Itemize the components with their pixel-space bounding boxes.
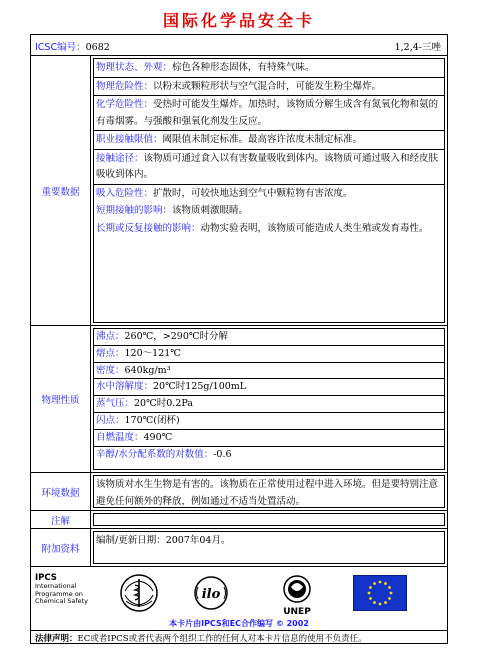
- important-item-value: 受热时可能发生爆炸。加热时，该物质分解生成含有氮氧化物和氨的有毒烟雾。与强酸和强氧化剂发生反应。: [96, 99, 439, 127]
- logos-section: [31, 567, 447, 631]
- important-item-value: 该物质刺激眼睛。: [172, 205, 249, 216]
- ilo-emblem-icon: [193, 573, 229, 613]
- physical-properties-label: 物理性质: [31, 326, 91, 472]
- property-key: 水中溶解度：: [96, 381, 154, 393]
- important-item-key: 职业接触限值：: [96, 134, 163, 145]
- ipcs-credit: 本卡片由IPCS和EC合作编写 © 2002: [169, 619, 309, 628]
- header-row: [31, 35, 447, 56]
- property-key: 辛醇/水分配系数的对数值：: [96, 448, 214, 460]
- important-item: [94, 59, 444, 78]
- environment-label: 环境数据: [31, 473, 91, 510]
- important-item-key: 短期接触的影响：: [96, 205, 173, 216]
- eu-star-icon: [379, 603, 382, 606]
- important-item: [94, 78, 444, 97]
- important-data-section: [31, 56, 447, 326]
- property-key: 沸点：: [96, 331, 125, 342]
- notes-label: 注解: [31, 511, 91, 528]
- property-key: 自燃温度：: [96, 431, 144, 443]
- important-data-list: [93, 58, 445, 323]
- legal-section: [31, 631, 447, 645]
- unep-label: UNEP: [283, 607, 311, 617]
- property-value: 640kg/m³: [124, 364, 171, 376]
- important-item: [94, 131, 444, 150]
- eu-star-icon: [373, 601, 376, 604]
- ipcs-line-1: International: [35, 582, 77, 590]
- important-item-value: 以粉末或颗粒形状与空气混合时，可能发生粉尘爆炸。: [153, 80, 382, 92]
- property-row: [94, 379, 444, 396]
- important-item-key: 吸入危险性：: [96, 187, 154, 199]
- icsc-label: ICSC编号：: [35, 42, 86, 53]
- important-item: [94, 202, 444, 220]
- property-value: 20℃时125g/100mL: [153, 381, 247, 393]
- environment-section: [31, 473, 447, 511]
- icsc-number: 0682: [85, 42, 110, 53]
- important-item-key: 长期或反复接触的影响：: [96, 222, 201, 234]
- property-value: 170℃(闭杯): [124, 414, 180, 426]
- eu-star-icon: [369, 597, 372, 600]
- important-item-key: 物理危险性：: [96, 80, 154, 92]
- additional-text: 编制/更新日期：2007年04月。: [96, 535, 231, 546]
- additional-label: 附加资料: [31, 529, 91, 566]
- important-item-value: 扩散时，可较快地达到空气中颗粒物有害浓度。: [153, 187, 353, 199]
- legal-label: 法律声明：: [35, 634, 78, 644]
- property-row: [94, 396, 444, 413]
- property-row: [94, 329, 444, 346]
- property-row: [94, 363, 444, 380]
- physical-properties-list: [93, 328, 445, 470]
- notes-text: [94, 514, 444, 515]
- ipcs-line-2: Programme on: [35, 589, 83, 598]
- property-value: 260℃，>290℃时分解: [124, 331, 228, 342]
- property-value: 490℃: [143, 431, 173, 443]
- ipcs-line-3: Chemical Safety: [35, 597, 89, 605]
- important-item-key: 物理状态、外观：: [96, 62, 173, 73]
- eu-star-icon: [384, 601, 387, 604]
- eu-star-icon: [384, 582, 387, 585]
- notes-section: [31, 511, 447, 529]
- eu-star-icon: [390, 592, 393, 595]
- eu-flag-icon: [353, 575, 407, 611]
- eu-star-icon: [388, 597, 391, 600]
- card-title: 国际化学品安全卡: [162, 11, 315, 30]
- eu-star-icon: [369, 586, 372, 589]
- important-item: [94, 220, 444, 238]
- important-item-value: 阈限值未制定标准。最高容许浓度未制定标准。: [162, 134, 363, 145]
- environment-text: 该物质对水生生物是有害的。该物质在正常使用过程中进入环境。但是要特别注意避免任何额外的释放，例如通过不适当处置活动。: [96, 479, 439, 507]
- important-item: [94, 96, 444, 131]
- eu-star-icon: [368, 592, 371, 595]
- property-row: [94, 413, 444, 430]
- eu-star-icon: [388, 586, 391, 589]
- important-item: [94, 185, 444, 203]
- property-key: 蒸气压：: [96, 398, 135, 410]
- important-item-key: 接触途径：: [96, 152, 144, 164]
- unep-emblem-icon: [277, 573, 317, 617]
- important-item-value: 该物质可通过食入以有害数量吸收到体内。该物质可通过吸入和经皮肤吸收到体内。: [96, 152, 439, 180]
- property-value: 20℃时0.2Pa: [134, 398, 193, 410]
- eu-star-icon: [379, 581, 382, 584]
- safety-card: [30, 34, 448, 644]
- property-key: 闪点：: [96, 414, 125, 426]
- important-item-key: 化学危险性：: [96, 99, 154, 110]
- property-value: -0.6: [213, 448, 232, 460]
- important-item: [94, 150, 444, 185]
- who-emblem-icon: [119, 573, 159, 613]
- physical-properties-section: [31, 326, 447, 473]
- important-item-value: 棕色各种形态固体，有特殊气味。: [172, 62, 315, 73]
- eu-star-icon: [373, 582, 376, 585]
- property-row: [94, 430, 444, 447]
- property-row: [94, 447, 444, 464]
- svg-text:ilo: ilo: [201, 587, 221, 602]
- property-row: [94, 346, 444, 363]
- additional-section: [31, 529, 447, 567]
- important-data-label: 重要数据: [31, 56, 91, 325]
- property-key: 熔点：: [96, 347, 125, 359]
- property-key: 密度：: [96, 364, 125, 376]
- chemical-name: 1,2,4-三唑: [394, 42, 441, 53]
- ipcs-acronym: IPCS: [35, 573, 57, 583]
- legal-text: EC或者IPCS或者代表两个组织工作的任何人对本卡片信息的使用不负责任。: [77, 634, 367, 644]
- important-item-value: 动物实验表明，该物质可能造成人类生殖或发育毒性。: [200, 222, 429, 234]
- property-value: 120～121℃: [124, 347, 181, 359]
